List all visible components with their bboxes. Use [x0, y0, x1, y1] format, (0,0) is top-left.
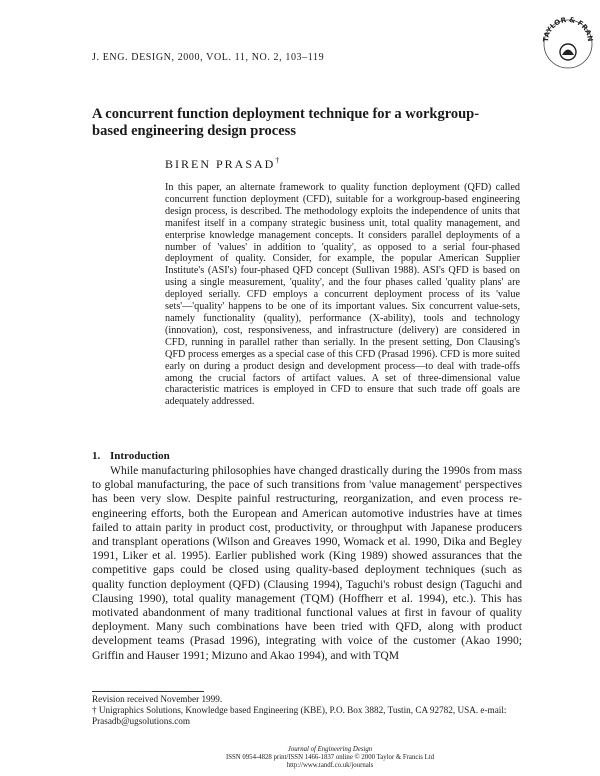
author-name-text: BIREN PRASAD [165, 157, 276, 171]
publisher-logo-icon [540, 8, 594, 80]
svg-text:TAYLOR & FRANCIS [540, 8, 594, 42]
footnote-divider [92, 691, 204, 692]
journal-footer [200, 746, 460, 770]
section-heading [92, 450, 170, 462]
author-footnote-mark: † [275, 156, 280, 165]
journal-issn: ISSN 0954-4828 print/ISSN 1466-1837 online © 2000 Taylor & Francis Ltd [225, 754, 435, 761]
section-title: Introduction [110, 450, 170, 462]
footnote-affiliation: † Unigraphics Solutions, Knowledge based Engineering (KBE), P.O. Box 3882, Tustin, CA 92782, USA. e-mail: Prasadb@ugsolutions.com [92, 704, 507, 726]
journal-header: J. ENG. DESIGN, 2000, VOL. 11, NO. 2, 103–119 [92, 52, 325, 63]
logo-text: TAYLOR & FRAN [541, 15, 594, 43]
abstract: In this paper, an alternate framework to quality function deployment (QFD) called concurrent function deployment (CFD), suitable for a workgroup-based engineering design process, is described. The methodology exploits the independence of units that manifest itself in a company strategic business unit, total quality management, and enterprise knowledge management concepts. It considers parallel deployments of a number of 'values' in addition to 'quality', as opposed to a serial four-phased deployment of quality. Consider, for example, the popular American Supplier Institute's (ASI's) four-phased QFD concept (Sullivan 1988). ASI's QFD is based on using a single measurement, 'quality', and the four phases called 'quality plans' are deployed serially. CFD employs a concurrent deployment process of its 'value sets'—'quality' happens to be one of its important values. Six concurrent value-sets, namely functionality (quality), performance (X-ability), tools and technology (innovation), cost, responsiveness, and infrastructure (delivery) are considered in CFD, running in parallel rather than serially. In the present setting, Don Clausing's QFD process emerges as a special case of this CFD (Prasad 1996). CFD is more suited early on during a product design and development process—to deal with trade-offs among the crucial factors of artifact values. A set of three-dimensional value characteristic matrices is employed in CFD to ensure that such trade off goals are adequately addressed. [165, 182, 520, 408]
paper-title: A concurrent function deployment technique for a workgroup-based engineering design process [92, 106, 480, 139]
publisher-logo [540, 8, 594, 80]
journal-url[interactable]: http://www.tandf.co.uk/journals [286, 762, 374, 769]
author-name [165, 156, 279, 172]
section-number: 1. [92, 450, 101, 462]
footnotes [92, 694, 522, 726]
body-paragraph: While manufacturing philosophies have changed drastically during the 1990s from mass to global manufacturing, the pace of such transitions from 'value management' perspectives has been very slow. Despite painful restructuring, reorganization, and even process re-engineering efforts, both the European and American automotive industries have at times failed to attain parity in product cost, productivity, or throughput with Japanese producers and transplant operations (Wilson and Greaves 1990, Womack et al. 1990, Dika and Begley 1991, Liker et al. 1995). Earlier published work (King 1989) showed assurances that the competitive gaps could be closed using quality-based deployment techniques (such as quality function deployment (QFD) (Clausing 1994), Taguchi's robust design (Taguchi and Clausing 1990), total quality management (TQM) (Hoffherr et al. 1994), etc.). This has motivated abandonment of many traditional functional values at first in favour of quality deployment. Many such combinations have been tried with QFD, along with product development teams (Prasad 1996), integrating with voice of the customer (Akao 1990; Griffin and Hauser 1991; Mizuno and Akao 1994), and with TQM [92, 464, 522, 662]
journal-name: Journal of Engineering Design [287, 746, 373, 753]
footnote-received: Revision received November 1999. [92, 694, 223, 704]
